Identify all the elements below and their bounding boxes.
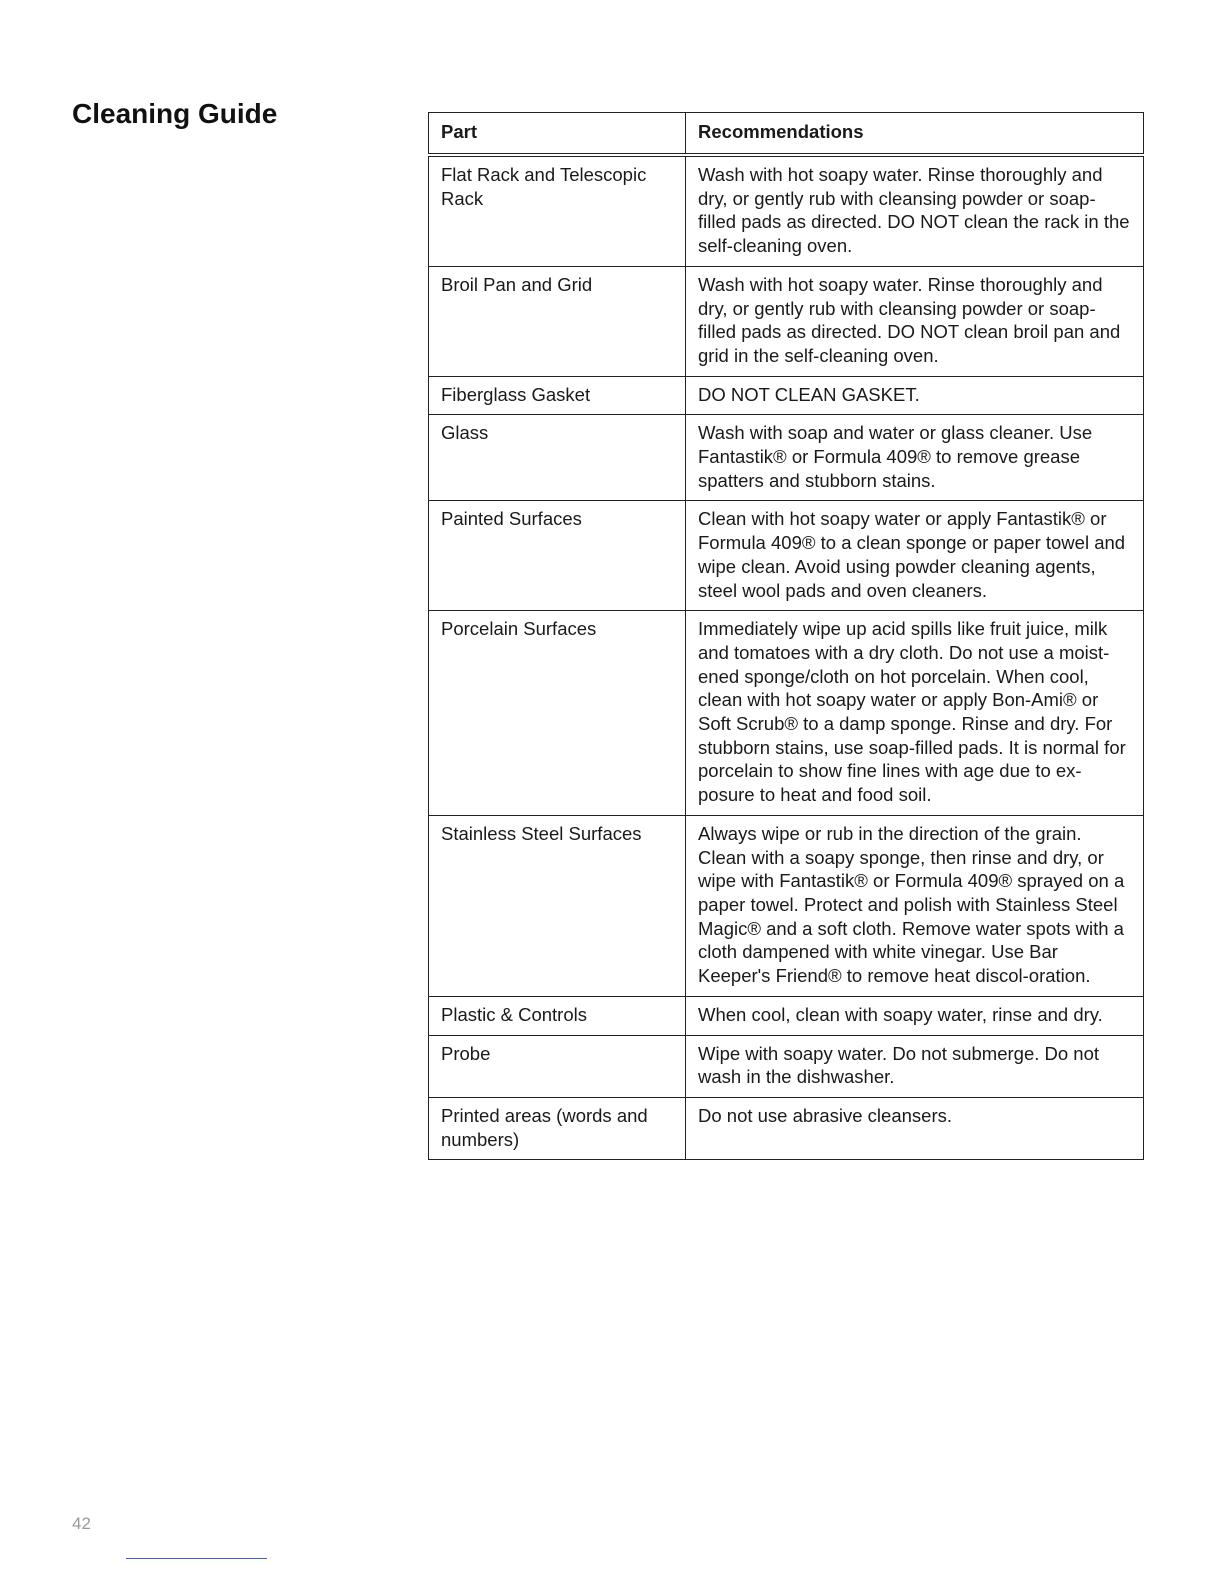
table-row <box>429 376 1144 415</box>
recommendation-cell: When cool, clean with soapy water, rinse and dry. <box>686 996 1144 1035</box>
recommendation-cell: Clean with hot soapy water or apply Fantastik® or Formula 409® to a clean sponge or paper towel and wipe clean. Avoid using powder cleaning agents, steel wool pads and oven cleaners. <box>686 501 1144 611</box>
table-header-row <box>429 113 1144 156</box>
recommendation-cell: Always wipe or rub in the direction of the grain. Clean with a soapy sponge, then rinse and dry, or wipe with Fantastik® or Formula 409® sprayed on a paper towel. Protect and polish with Stainless Steel Magic® and a soft cloth. Remove water spots with a cloth dampened with white vinegar. Use Bar Keeper's Friend® to remove heat discol-oration. <box>686 815 1144 996</box>
part-cell: Stainless Steel Surfaces <box>429 815 686 996</box>
table-row <box>429 501 1144 611</box>
table-row <box>429 815 1144 996</box>
part-cell: Printed areas (words and numbers) <box>429 1097 686 1159</box>
recommendation-cell: Do not use abrasive cleansers. <box>686 1097 1144 1159</box>
part-cell: Glass <box>429 415 686 501</box>
table-row <box>429 611 1144 816</box>
cleaning-guide-table <box>428 112 1144 1160</box>
page-number: 42 <box>72 1514 91 1533</box>
table-row <box>429 266 1144 376</box>
table-row <box>429 155 1144 266</box>
table-row <box>429 415 1144 501</box>
page-title: Cleaning Guide <box>72 98 278 129</box>
part-cell: Flat Rack and Telescopic Rack <box>429 155 686 266</box>
recommendation-cell: Wash with hot soapy water. Rinse thoroughly and dry, or gently rub with cleansing powder or soap-filled pads as directed. DO NOT clean broil pan and grid in the self-cleaning oven. <box>686 266 1144 376</box>
part-cell: Probe <box>429 1035 686 1097</box>
recommendation-cell: DO NOT CLEAN GASKET. <box>686 376 1144 415</box>
table-row <box>429 996 1144 1035</box>
footer-divider <box>126 1558 267 1559</box>
part-cell: Porcelain Surfaces <box>429 611 686 816</box>
part-cell: Plastic & Controls <box>429 996 686 1035</box>
recommendation-cell: Immediately wipe up acid spills like fruit juice, milk and tomatoes with a dry cloth. Do not use a moist-ened sponge/cloth on hot porcelain. When cool, clean with hot soapy water or apply Bon-Ami® or Soft Scrub® to a damp sponge. Rinse and dry. For stubborn stains, use soap-filled pads. It is normal for porcelain to show fine lines with age due to ex-posure to heat and food soil. <box>686 611 1144 816</box>
table-row <box>429 1097 1144 1159</box>
column-header-recommendations: Recommendations <box>686 113 1144 156</box>
recommendation-cell: Wash with soap and water or glass cleaner. Use Fantastik® or Formula 409® to remove grease spatters and stubborn stains. <box>686 415 1144 501</box>
part-cell: Painted Surfaces <box>429 501 686 611</box>
part-cell: Fiberglass Gasket <box>429 376 686 415</box>
recommendation-cell: Wash with hot soapy water. Rinse thoroughly and dry, or gently rub with cleansing powder or soap-filled pads as directed. DO NOT clean the rack in the self-cleaning oven. <box>686 155 1144 266</box>
part-cell: Broil Pan and Grid <box>429 266 686 376</box>
recommendation-cell: Wipe with soapy water. Do not submerge. Do not wash in the dishwasher. <box>686 1035 1144 1097</box>
column-header-part: Part <box>429 113 686 156</box>
table-row <box>429 1035 1144 1097</box>
